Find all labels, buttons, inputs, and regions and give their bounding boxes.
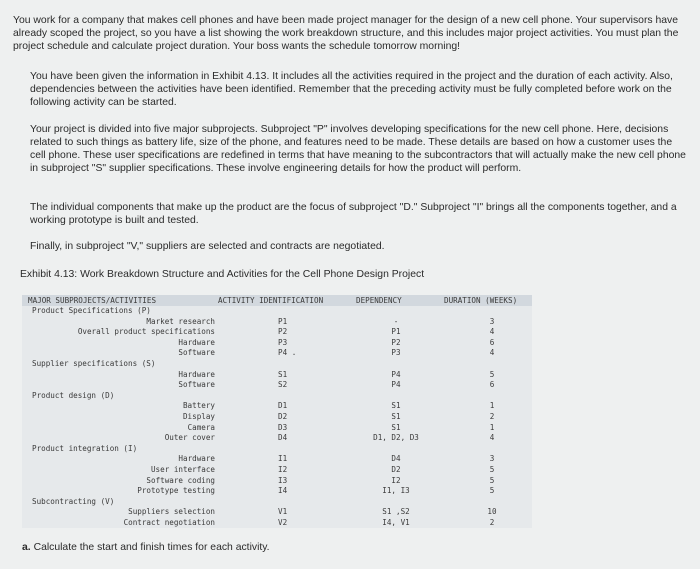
table-row bbox=[22, 465, 532, 476]
dependency: S1 bbox=[391, 422, 401, 432]
question-marker: a. bbox=[22, 542, 31, 553]
activity-name: Software bbox=[178, 380, 215, 390]
paragraph-components: The individual components that make up the product are the focus of subproject "D." Subproject "I" brings all the components together, and a working prototype is built and tested. bbox=[30, 202, 677, 226]
activity-name: Market research bbox=[146, 316, 215, 326]
activity-id: V1 bbox=[278, 507, 288, 517]
group-name: Supplier specifications (S) bbox=[32, 358, 156, 368]
group-row bbox=[22, 497, 532, 508]
activity-id: I1 bbox=[278, 454, 288, 464]
header-activities: MAJOR SUBPROJECTS/ACTIVITIES bbox=[28, 296, 157, 305]
activity-id: I3 bbox=[278, 475, 288, 485]
intro-paragraph: You work for a company that makes cell phones and have been made project manager for the design of a new cell phone. Your supervisors have already scoped the project, so you have a list showing the work breakdown structure, and this includes major project activities. You must plan the project schedule and calculate project duration. Your boss wants the schedule tomorrow morning! bbox=[13, 15, 679, 52]
activity-name: Overall product specifications bbox=[77, 327, 215, 337]
duration: 4 bbox=[489, 348, 495, 358]
dependency: P4 bbox=[391, 380, 401, 390]
duration: 6 bbox=[489, 337, 495, 347]
activity-id: P3 bbox=[278, 337, 288, 347]
activity-id: I2 bbox=[278, 464, 288, 474]
duration: 5 bbox=[489, 475, 495, 485]
duration: 3 bbox=[489, 316, 495, 326]
dependency: P1 bbox=[391, 327, 401, 337]
table-row bbox=[22, 380, 532, 391]
table-row bbox=[22, 518, 532, 529]
header-dependency: DEPENDENCY bbox=[356, 296, 402, 305]
header-duration: DURATION (WEEKS) bbox=[444, 296, 518, 305]
activity-name: Contract negotiation bbox=[123, 517, 215, 527]
dependency: I4, V1 bbox=[382, 517, 410, 527]
activity-id: P4 . bbox=[278, 348, 297, 358]
table-row bbox=[22, 412, 532, 423]
dependency: I2 bbox=[391, 475, 401, 485]
group-name: Product integration (I) bbox=[32, 443, 138, 453]
table-row bbox=[22, 401, 532, 412]
duration: 6 bbox=[489, 380, 495, 390]
group-name: Product design (D) bbox=[32, 390, 115, 400]
exhibit-title: Exhibit 4.13: Work Breakdown Structure and Activities for the Cell Phone Design Project bbox=[20, 269, 425, 280]
duration: 5 bbox=[489, 486, 495, 496]
dependency: D4 bbox=[391, 454, 401, 464]
paragraph-exhibit-info: You have been given the information in Exhibit 4.13. It includes all the activities required in the project and the duration of each activity. Also, dependencies between the activities have been identified. Remember that the preceding activity must be fully completed before work on the following activity can be started. bbox=[30, 71, 673, 108]
duration: 5 bbox=[489, 369, 495, 379]
activity-name: Software coding bbox=[146, 475, 215, 485]
duration: 3 bbox=[489, 454, 495, 464]
dependency: - bbox=[393, 316, 399, 326]
activity-id: P2 bbox=[278, 327, 288, 337]
activity-id: V2 bbox=[278, 517, 288, 527]
dependency: S1 bbox=[391, 411, 401, 421]
group-name: Product Specifications (P) bbox=[32, 306, 151, 315]
dependency: S1 ,S2 bbox=[382, 507, 410, 517]
activity-name: Hardware bbox=[178, 337, 215, 347]
dependency: P3 bbox=[391, 348, 401, 358]
header-id: ACTIVITY IDENTIFICATION bbox=[218, 296, 324, 305]
activity-id: D3 bbox=[278, 422, 288, 432]
group-name: Subcontracting (V) bbox=[32, 496, 115, 506]
activity-name: Hardware bbox=[178, 454, 215, 464]
activity-id: S2 bbox=[278, 380, 288, 390]
duration: 4 bbox=[489, 433, 495, 443]
activity-name: Battery bbox=[182, 401, 215, 411]
duration: 10 bbox=[487, 507, 497, 517]
dependency: D2 bbox=[391, 464, 401, 474]
activity-name: User interface bbox=[150, 464, 215, 474]
table-row bbox=[22, 317, 532, 328]
dependency: D1, D2, D3 bbox=[373, 433, 419, 443]
activity-id: D1 bbox=[278, 401, 288, 411]
table-row bbox=[22, 423, 532, 434]
activity-id: P1 bbox=[278, 316, 288, 326]
paragraph-subprojects: Your project is divided into five major subprojects. Subproject "P" involves developing specifications for the new cell phone. Here, decisions related to such things as battery life, size of the phone, and features need to be made. These details are based on how a customer uses the cell phone. These user specifications are redefined in terms that have meaning to the subcontractors that will actually make the new cell phone in subproject "S" supplier specifications. These involve engineering details for how the product will perform. bbox=[30, 124, 686, 174]
dependency: S1 bbox=[391, 401, 401, 411]
dependency: P4 bbox=[391, 369, 401, 379]
dependency: P2 bbox=[391, 337, 401, 347]
duration: 5 bbox=[489, 464, 495, 474]
duration: 4 bbox=[489, 327, 495, 337]
group-row bbox=[22, 359, 532, 370]
table-row bbox=[22, 348, 532, 359]
table-row bbox=[22, 370, 532, 381]
activity-name: Camera bbox=[187, 422, 215, 432]
table-header bbox=[22, 295, 532, 306]
activity-id: I4 bbox=[278, 486, 288, 496]
duration: 2 bbox=[489, 411, 495, 421]
dependency: I1, I3 bbox=[382, 486, 410, 496]
duration: 2 bbox=[489, 517, 495, 527]
question-text: Calculate the start and finish times for each activity. bbox=[33, 542, 270, 553]
activity-name: Hardware bbox=[178, 369, 215, 379]
group-row bbox=[22, 444, 532, 455]
wbs-table bbox=[22, 295, 532, 528]
activity-name: Suppliers selection bbox=[128, 507, 215, 517]
paragraph-subcontracting: Finally, in subproject "V," suppliers are selected and contracts are negotiated. bbox=[30, 241, 385, 252]
activity-id: D2 bbox=[278, 411, 288, 421]
activity-name: Outer cover bbox=[164, 433, 215, 443]
activity-id: D4 bbox=[278, 433, 288, 443]
table-row bbox=[22, 486, 532, 497]
activity-name: Prototype testing bbox=[137, 486, 215, 496]
table-row bbox=[22, 454, 532, 465]
table-row bbox=[22, 507, 532, 518]
activity-name: Software bbox=[178, 348, 215, 358]
group-row bbox=[22, 391, 532, 402]
duration: 1 bbox=[489, 401, 495, 411]
table-row bbox=[22, 433, 532, 444]
duration: 1 bbox=[489, 422, 495, 432]
group-row bbox=[22, 306, 532, 317]
question bbox=[22, 542, 270, 553]
activity-id: S1 bbox=[278, 369, 288, 379]
table-row bbox=[22, 476, 532, 487]
table-row bbox=[22, 338, 532, 349]
activity-name: Display bbox=[182, 411, 215, 421]
table-row bbox=[22, 327, 532, 338]
